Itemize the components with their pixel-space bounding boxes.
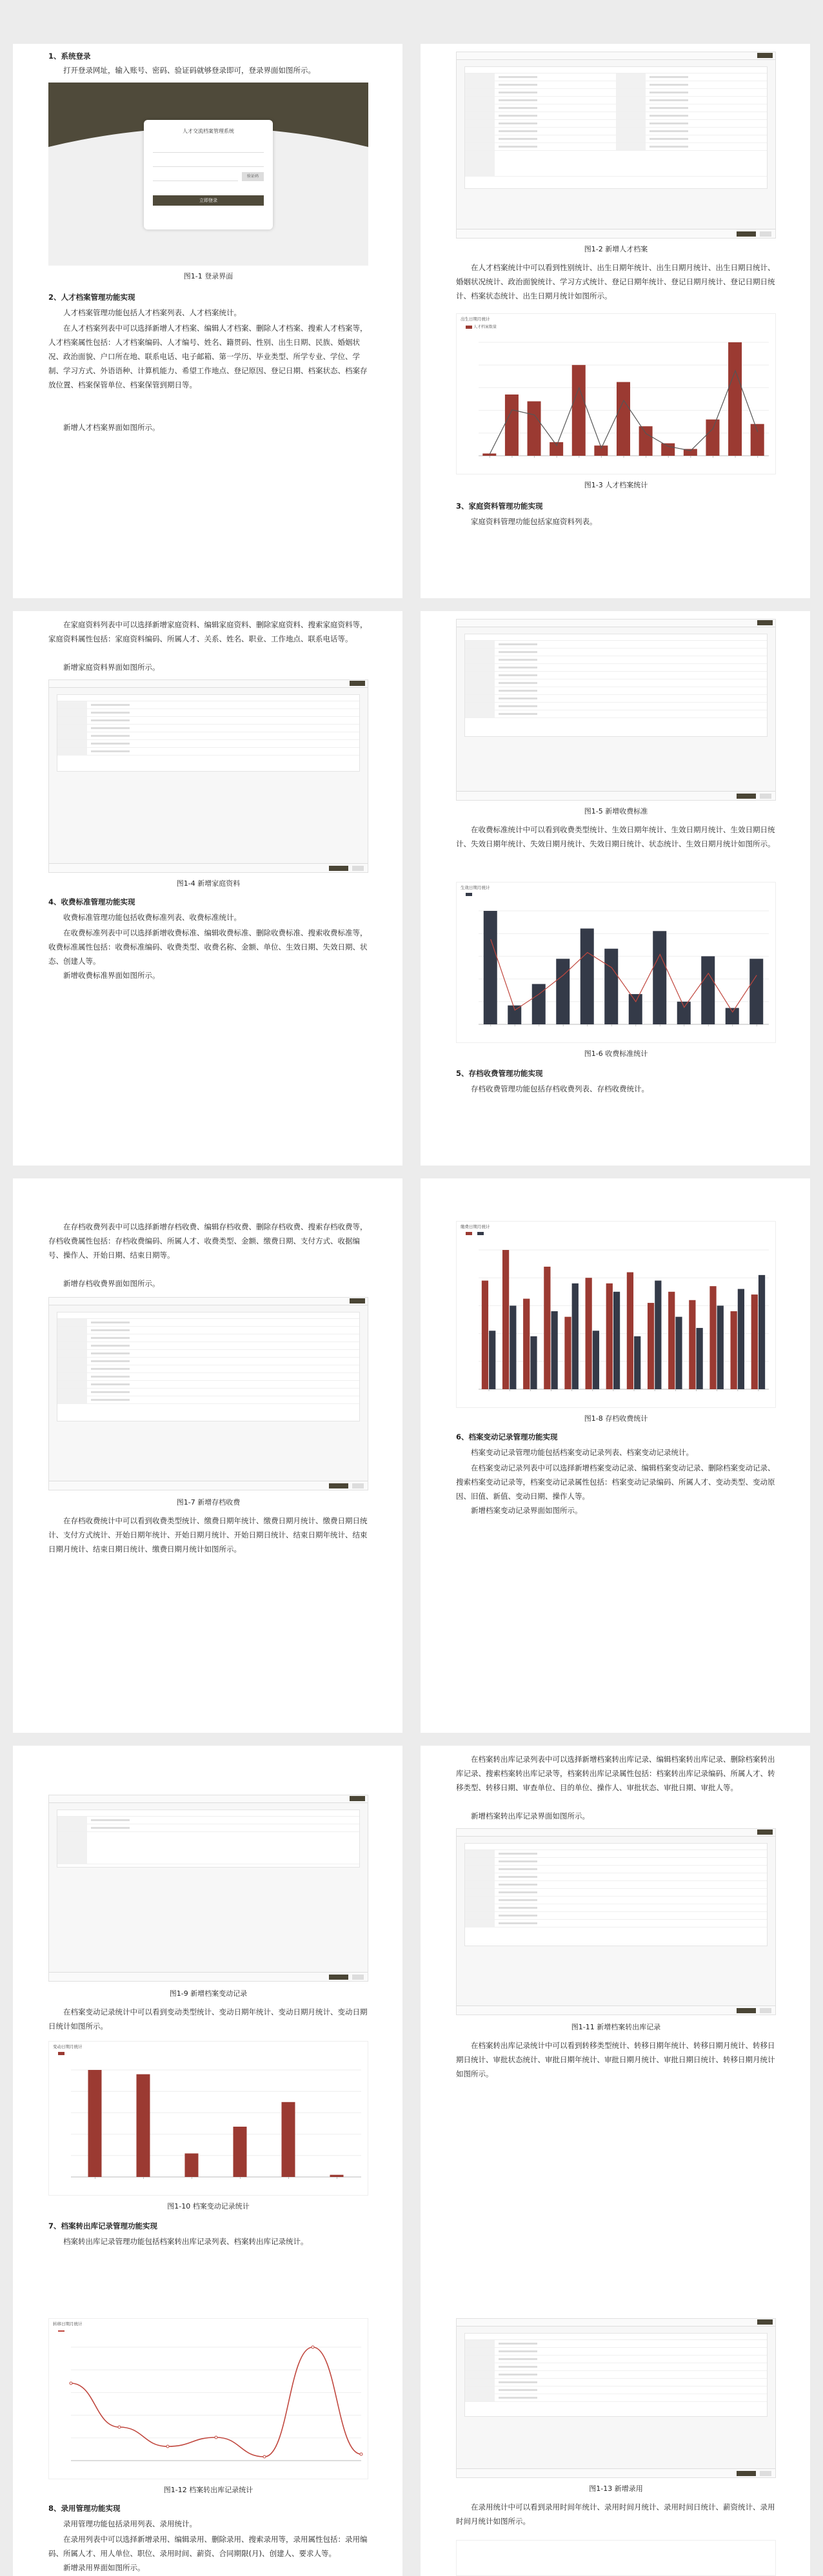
screenshot-header bbox=[49, 1298, 368, 1305]
paragraph: 在存档收费列表中可以选择新增存档收费、编辑存档收费、删除存档收费、搜索存档收费等，存档收费属性包括：存档收费编码、所属人才、收费类型、金额、缴费日期、支付方式、收据编号、操作人、开始日期、结束日期等。 bbox=[48, 1222, 368, 1260]
form bbox=[57, 1810, 360, 1868]
paragraph: 录用管理功能包括录用列表、录用统计。 bbox=[63, 2519, 197, 2528]
form-title bbox=[465, 2334, 767, 2340]
form-screenshot bbox=[48, 679, 368, 873]
form-screenshot bbox=[456, 1828, 776, 2015]
bar bbox=[586, 1278, 592, 1389]
form-title bbox=[465, 67, 767, 73]
login-box bbox=[144, 120, 273, 229]
series-line bbox=[71, 2347, 361, 2457]
login-button[interactable]: 立即登录 bbox=[153, 195, 264, 206]
username-input[interactable] bbox=[153, 144, 264, 153]
paragraph: 存档收费管理功能包括存档收费列表、存档收费统计。 bbox=[471, 1084, 649, 1093]
data-point bbox=[70, 2382, 72, 2385]
paragraph: 新增录用界面如图所示。 bbox=[63, 2563, 145, 2572]
cancel-button[interactable] bbox=[352, 866, 364, 871]
form-title bbox=[57, 1810, 359, 1817]
bar-chart bbox=[457, 1245, 775, 1406]
form-title bbox=[57, 1312, 359, 1319]
cancel-button[interactable] bbox=[352, 1483, 364, 1488]
header-button bbox=[350, 1298, 365, 1303]
page-7 bbox=[13, 1746, 402, 2300]
paragraph: 收费标准管理功能包括收费标准列表、收费标准统计。 bbox=[63, 913, 241, 922]
chart-title bbox=[457, 2541, 775, 2544]
bar bbox=[556, 959, 570, 1024]
section-title-8: 8、录用管理功能实现 bbox=[48, 2504, 121, 2513]
header-button bbox=[757, 1830, 773, 1835]
trend-line bbox=[491, 939, 757, 1012]
form-screenshot bbox=[48, 1297, 368, 1490]
page-8 bbox=[421, 1746, 810, 2300]
bar bbox=[731, 1311, 737, 1389]
submit-button[interactable] bbox=[737, 794, 756, 799]
screenshot-header bbox=[457, 52, 775, 60]
bar-chart bbox=[457, 906, 775, 1041]
paragraph: 在档案变动记录列表中可以选择新增档案变动记录、编辑档案变动记录、删除档案变动记录、搜索档案变动记录等，档案变动记录属性包括：档案变动记录编码、所属人才、变动类型、变动原因、旧值、新值、变动日期、操作人等。 bbox=[456, 1463, 775, 1501]
form bbox=[464, 66, 768, 189]
paragraph: 在收费标准列表中可以选择新增收费标准、编辑收费标准、删除收费标准、搜索收费标准等，收费标准属性包括：收费标准编码、收费类型、收费名称、金额、单位、生效日期、失效日期、状态、创建人等。 bbox=[48, 928, 368, 966]
chart-panel bbox=[456, 2540, 776, 2576]
section-title-7: 7、档案转出库记录管理功能实现 bbox=[48, 2221, 157, 2230]
bar bbox=[751, 424, 764, 456]
header-button bbox=[350, 681, 365, 686]
screenshot-header bbox=[49, 680, 368, 688]
screenshot-footer bbox=[49, 863, 368, 872]
bar bbox=[502, 1250, 509, 1389]
data-point bbox=[312, 2346, 314, 2348]
figure-caption: 图1-9 新增档案变动记录 bbox=[169, 1989, 248, 1998]
section-title-3: 3、家庭资料管理功能实现 bbox=[456, 502, 543, 511]
cancel-button[interactable] bbox=[760, 794, 771, 799]
figure-caption: 图1-6 收费标准统计 bbox=[584, 1049, 648, 1058]
bar bbox=[629, 994, 642, 1024]
chart-panel bbox=[456, 313, 776, 474]
screenshot-header bbox=[49, 1795, 368, 1803]
page-6 bbox=[421, 1178, 810, 1733]
cancel-button[interactable] bbox=[760, 2471, 771, 2476]
chart-title: 转移日期月统计 bbox=[53, 2321, 83, 2327]
paragraph: 在档案转出库记录列表中可以选择新增档案转出库记录、编辑档案转出库记录、删除档案转出库记录、搜索档案转出库记录等，档案转出库记录属性包括：档案转出库记录编码、所属人才、转移类型、转移日期、审查单位、目的单位、操作人、审批状态、审批日期、审批人等。 bbox=[456, 1755, 775, 1792]
form-screenshot bbox=[456, 619, 776, 801]
paragraph: 在档案转出库记录统计中可以看到转移类型统计、转移日期年统计、转移日期月统计、转移日期日统计、审批状态统计、审批日期年统计、审批日期月统计、审批日期日统计、转移日期月统计如图所示。 bbox=[456, 2041, 775, 2078]
bar-chart bbox=[49, 2065, 368, 2194]
chart-title: 变动日期月统计 bbox=[53, 2044, 83, 2049]
paragraph: 在收费标准统计中可以看到收费类型统计、生效日期年统计、生效日期月统计、生效日期日统计、失效日期年统计、失效日期月统计、失效日期日统计、状态统计、生效日期月统计如图所示。 bbox=[456, 825, 775, 848]
submit-button[interactable] bbox=[329, 1483, 348, 1488]
screenshot-footer bbox=[457, 2005, 775, 2015]
form-title bbox=[465, 634, 767, 641]
figure-caption: 图1-12 档案转出库记录统计 bbox=[163, 2486, 253, 2494]
form bbox=[464, 634, 768, 737]
bar bbox=[137, 2074, 150, 2177]
bar bbox=[661, 444, 675, 456]
bar bbox=[717, 1305, 724, 1389]
data-point bbox=[166, 2445, 169, 2448]
figure-caption: 图1-3 人才档案统计 bbox=[584, 481, 648, 489]
bar bbox=[701, 956, 715, 1024]
bar bbox=[185, 2153, 199, 2177]
bar bbox=[544, 1267, 550, 1389]
paragraph: 在人才档案列表中可以选择新增人才档案、编辑人才档案、删除人才档案、搜索人才档案等，人才档案属性包括：人才档案编码、人才编号、姓名、籍贯码、性别、出生日期、民族、婚姻状况、政治面貌、户口所在地、联系电话、电子邮箱、第一学历、毕业类型、所学专业、学位、学制、学习方式、外语语种、计算机能力、希望工作地点、登记原因、登记日期、档案状态、档案存放位置、档案保管单位、档案保管到期日等。 bbox=[48, 324, 368, 389]
bar bbox=[550, 442, 563, 456]
figure-caption: 图1-11 新增档案转出库记录 bbox=[571, 2023, 661, 2031]
bar bbox=[484, 911, 497, 1024]
form bbox=[464, 1843, 768, 1946]
section-title-6: 6、档案变动记录管理功能实现 bbox=[456, 1432, 558, 1441]
figure-caption: 图1-1 登录界面 bbox=[183, 272, 233, 280]
bar bbox=[604, 949, 618, 1024]
bar bbox=[482, 1281, 488, 1389]
bar bbox=[706, 420, 719, 456]
login-title: 人才交流档案管理系统 bbox=[183, 128, 234, 134]
captcha-image[interactable]: 验证码 bbox=[242, 172, 264, 181]
submit-button[interactable] bbox=[329, 866, 348, 871]
bar bbox=[668, 1292, 675, 1389]
chart-legend bbox=[457, 892, 775, 897]
bar bbox=[749, 959, 763, 1024]
form-title bbox=[57, 695, 359, 701]
bar bbox=[572, 1283, 579, 1389]
paragraph: 新增存档收费界面如图所示。 bbox=[63, 1279, 160, 1288]
bar bbox=[675, 1317, 682, 1389]
paragraph: 人才档案管理功能包括人才档案列表、人才档案统计。 bbox=[63, 308, 241, 317]
paragraph: 新增人才档案界面如图所示。 bbox=[63, 423, 160, 432]
paragraph: 新增档案转出库记录界面如图所示。 bbox=[471, 1811, 590, 1820]
bar bbox=[689, 1300, 695, 1389]
paragraph: 在家庭资料列表中可以选择新增家庭资料、编辑家庭资料、删除家庭资料、搜索家庭资料等，家庭资料属性包括：家庭资料编码、所属人才、关系、姓名、职业、工作地点、联系电话等。 bbox=[48, 620, 368, 643]
bar bbox=[530, 1336, 537, 1389]
chart-title: 缴费日期月统计 bbox=[461, 1224, 490, 1229]
bar bbox=[282, 2102, 295, 2177]
bar bbox=[617, 382, 630, 456]
bar bbox=[634, 1336, 640, 1389]
screenshot-footer bbox=[49, 1481, 368, 1490]
bar bbox=[88, 2070, 102, 2177]
bar bbox=[648, 1303, 654, 1389]
paragraph: 新增家庭资料界面如图所示。 bbox=[63, 663, 160, 672]
page-2 bbox=[421, 44, 810, 598]
chart-legend bbox=[457, 324, 775, 329]
figure-caption: 图1-2 新增人才档案 bbox=[584, 245, 648, 253]
figure-caption: 图1-4 新增家庭资料 bbox=[176, 879, 241, 888]
legend-label: 人才档案数量 bbox=[473, 325, 497, 329]
form bbox=[57, 694, 360, 772]
page-10 bbox=[421, 2269, 810, 2576]
page-4 bbox=[421, 611, 810, 1166]
submit-button[interactable] bbox=[737, 231, 756, 237]
data-point bbox=[118, 2426, 121, 2428]
bar bbox=[726, 1008, 739, 1024]
chart-legend bbox=[49, 2328, 368, 2333]
bar bbox=[653, 931, 666, 1024]
figure-caption: 图1-13 新增录用 bbox=[589, 2484, 643, 2493]
section-title-5: 5、存档收费管理功能实现 bbox=[456, 1069, 543, 1078]
section-title-4: 4、收费标准管理功能实现 bbox=[48, 897, 135, 906]
bar bbox=[627, 1273, 633, 1389]
bar bbox=[572, 365, 586, 456]
bar bbox=[233, 2127, 247, 2177]
bar bbox=[551, 1311, 558, 1389]
screenshot-footer bbox=[457, 2468, 775, 2477]
data-point bbox=[360, 2453, 362, 2455]
cancel-button[interactable] bbox=[760, 2008, 771, 2013]
page-3 bbox=[13, 611, 402, 1166]
chart-panel bbox=[48, 2318, 368, 2479]
page-5 bbox=[13, 1178, 402, 1733]
page-9 bbox=[13, 2269, 402, 2576]
bar bbox=[489, 1331, 495, 1389]
bar bbox=[639, 426, 653, 456]
cancel-button[interactable] bbox=[760, 231, 771, 237]
submit-button[interactable] bbox=[737, 2471, 756, 2476]
figure-caption: 图1-8 存档收费统计 bbox=[584, 1414, 648, 1423]
paragraph: 在人才档案统计中可以看到性别统计、出生日期年统计、出生日期月统计、出生日期日统计、婚姻状况统计、政治面貌统计、学习方式统计、登记日期年统计、登记日期月统计、登记日期日统计、档案状态统计、出生日期月统计如图所示。 bbox=[456, 263, 775, 300]
bar bbox=[655, 1281, 661, 1389]
submit-button[interactable] bbox=[329, 1975, 348, 1980]
bar bbox=[532, 984, 546, 1024]
header-button bbox=[757, 2319, 773, 2325]
form-screenshot bbox=[456, 2318, 776, 2478]
chart-panel bbox=[48, 2041, 368, 2196]
screenshot-footer bbox=[457, 229, 775, 238]
form bbox=[57, 1312, 360, 1421]
bar bbox=[523, 1299, 530, 1389]
paragraph: 家庭资料管理功能包括家庭资料列表。 bbox=[471, 517, 597, 526]
chart-panel bbox=[456, 882, 776, 1043]
paragraph: 档案变动记录管理功能包括档案变动记录列表、档案变动记录统计。 bbox=[471, 1448, 693, 1457]
screenshot-header bbox=[457, 2319, 775, 2327]
paragraph: 在档案变动记录统计中可以看到变动类型统计、变动日期年统计、变动日期月统计、变动日期日统计如图所示。 bbox=[48, 2007, 368, 2031]
bar bbox=[759, 1275, 765, 1389]
form-screenshot bbox=[48, 1795, 368, 1982]
paragraph: 在录用列表中可以选择新增录用、编辑录用、删除录用、搜索录用等，录用属性包括：录用编码、所属人才、用人单位、职位、录用时间、薪资、合同期限(月)、创建人、要求人等。 bbox=[48, 2535, 368, 2558]
chart-legend bbox=[457, 1231, 775, 1236]
header-button bbox=[757, 53, 773, 58]
figure-caption: 图1-5 新增收费标准 bbox=[584, 807, 648, 815]
chart-title: 出生日期月统计 bbox=[461, 317, 490, 322]
bar bbox=[606, 1283, 613, 1389]
paragraph: 在存档收费统计中可以看到收费类型统计、缴费日期年统计、缴费日期月统计、缴费日期日统计、支付方式统计、开始日期年统计、开始日期月统计、开始日期日统计、结束日期年统计、结束日期月统计、结束日期日统计、缴费日期月统计如图所示。 bbox=[48, 1516, 368, 1554]
screenshot-header bbox=[457, 620, 775, 627]
bar bbox=[528, 402, 541, 456]
paragraph: 新增收费标准界面如图所示。 bbox=[63, 971, 160, 980]
screenshot-header bbox=[457, 1829, 775, 1837]
figure-caption: 图1-7 新增存档收费 bbox=[176, 1498, 241, 1507]
bar bbox=[728, 342, 742, 456]
submit-button[interactable] bbox=[737, 2008, 756, 2013]
bar bbox=[613, 1292, 620, 1389]
section-title-2: 2、人才档案管理功能实现 bbox=[48, 293, 135, 302]
bar bbox=[564, 1317, 571, 1389]
data-point bbox=[263, 2455, 266, 2458]
bar bbox=[709, 1286, 716, 1389]
screenshot-footer bbox=[457, 791, 775, 800]
header-button bbox=[757, 620, 773, 625]
paragraph: 打开登录网址，输入账号、密码、验证码就够登录即可，登录界面如图所示。 bbox=[63, 66, 315, 75]
form bbox=[464, 2333, 768, 2417]
chart-panel bbox=[456, 1221, 776, 1408]
page-1 bbox=[13, 44, 402, 598]
captcha-input[interactable] bbox=[153, 172, 238, 181]
bar bbox=[330, 2175, 344, 2177]
bar bbox=[751, 1294, 758, 1389]
cancel-button[interactable] bbox=[352, 1975, 364, 1980]
bar bbox=[738, 1289, 744, 1389]
chart-legend bbox=[49, 2051, 368, 2056]
bar bbox=[580, 928, 594, 1024]
bar bbox=[697, 1328, 703, 1389]
bar bbox=[505, 395, 519, 456]
bar bbox=[593, 1331, 599, 1389]
paragraph: 档案转出库记录管理功能包括档案转出库记录列表、档案转出库记录统计。 bbox=[63, 2237, 308, 2246]
paragraph: 在录用统计中可以看到录用时间年统计、录用时间月统计、录用时间日统计、薪资统计、录用时间月统计如图所示。 bbox=[456, 2503, 775, 2526]
paragraph: 新增档案变动记录界面如图所示。 bbox=[471, 1506, 582, 1515]
login-screenshot bbox=[48, 83, 368, 266]
screenshot-footer bbox=[49, 1972, 368, 1981]
form-screenshot bbox=[456, 52, 776, 239]
bar bbox=[677, 1002, 691, 1024]
figure-caption: 图1-10 档案变动记录统计 bbox=[167, 2202, 250, 2210]
chart-title: 生效日期月统计 bbox=[461, 885, 490, 890]
header-button bbox=[350, 1796, 365, 1801]
form-title bbox=[465, 1844, 767, 1850]
data-point bbox=[215, 2436, 217, 2439]
line-chart bbox=[49, 2342, 368, 2477]
bar bbox=[510, 1305, 516, 1389]
bar-chart bbox=[457, 337, 775, 473]
section-title-1: 1、系统登录 bbox=[48, 52, 91, 61]
bar bbox=[482, 453, 496, 456]
password-input[interactable] bbox=[153, 158, 264, 167]
